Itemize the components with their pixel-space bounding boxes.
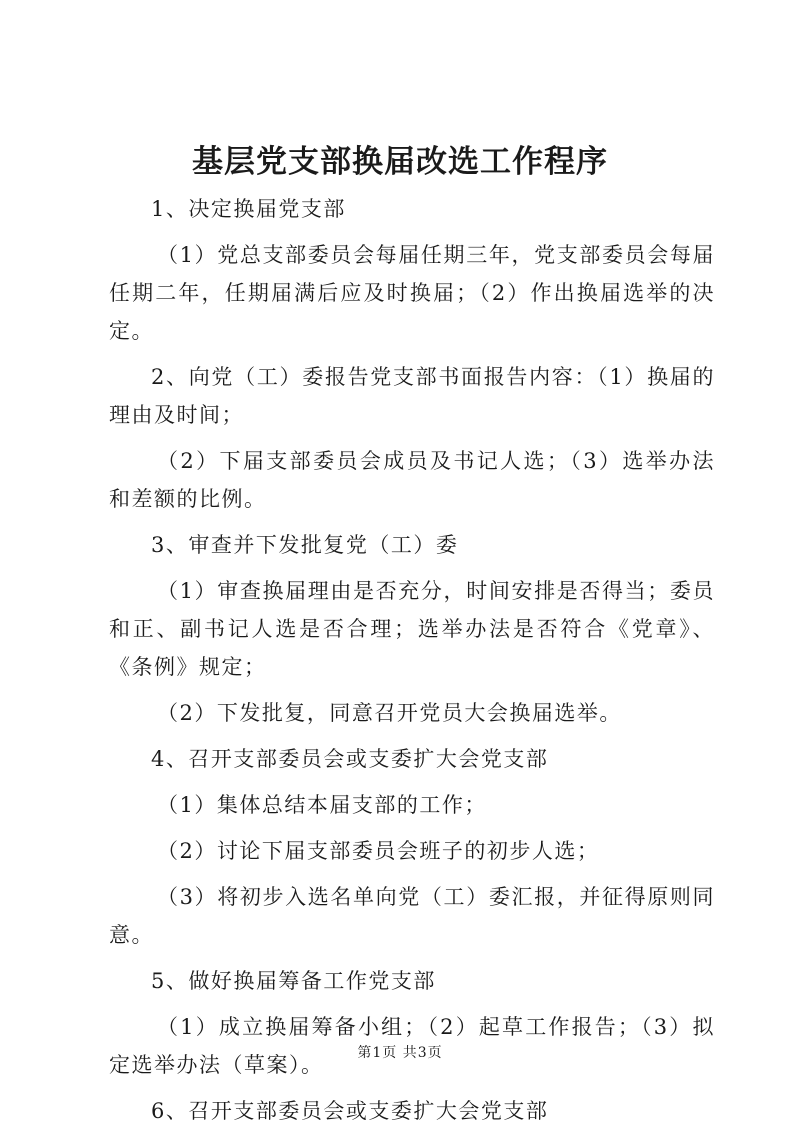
page-number-footer: 第1页 共3页 (357, 1045, 443, 1061)
paragraph-4-2: （2）讨论下届支部委员会班子的初步人选； (157, 839, 600, 863)
section-heading-4: 4、召开支部委员会或支委扩大会党支部 (151, 747, 549, 771)
section-heading-6: 6、召开支部委员会或支委扩大会党支部 (151, 1099, 549, 1123)
section-heading-2: 2、向党（工）委报告党支部书面报告内容：（1）换届的理由及时间； (109, 365, 715, 427)
section-heading-1: 1、决定换届党支部 (151, 197, 346, 221)
paragraph-3-1: （1）审查换届理由是否充分，时间安排是否得当；委员和正、副书记人选是否合理；选举办法是否符合《党章》、《条例》规定； (109, 579, 715, 679)
paragraph-3-2: （2）下发批复，同意召开党员大会换届选举。 (157, 701, 622, 725)
paragraph-4-1: （1）集体总结本届支部的工作； (157, 793, 487, 817)
section-heading-5: 5、做好换届筹备工作党支部 (151, 969, 436, 993)
paragraph-5-1: （1）成立换届筹备小组；（2）起草工作报告；（3）拟定选举办法（草案）。 (109, 1015, 715, 1077)
paragraph-4-3: （3）将初步入选名单向党（工）委汇报，并征得原则同意。 (109, 885, 715, 947)
paragraph-1-1: （1）党总支部委员会每届任期三年，党支部委员会每届任期二年，任期届满后应及时换届；（2）作出换届选举的决定。 (109, 243, 715, 343)
document-title: 基层党支部换届改选工作程序 (192, 144, 608, 180)
paragraph-2-1: （2）下届支部委员会成员及书记人选；（3）选举办法和差额的比例。 (109, 449, 715, 511)
section-heading-3: 3、审查并下发批复党（工）委 (151, 533, 459, 557)
document-body (109, 190, 715, 1138)
